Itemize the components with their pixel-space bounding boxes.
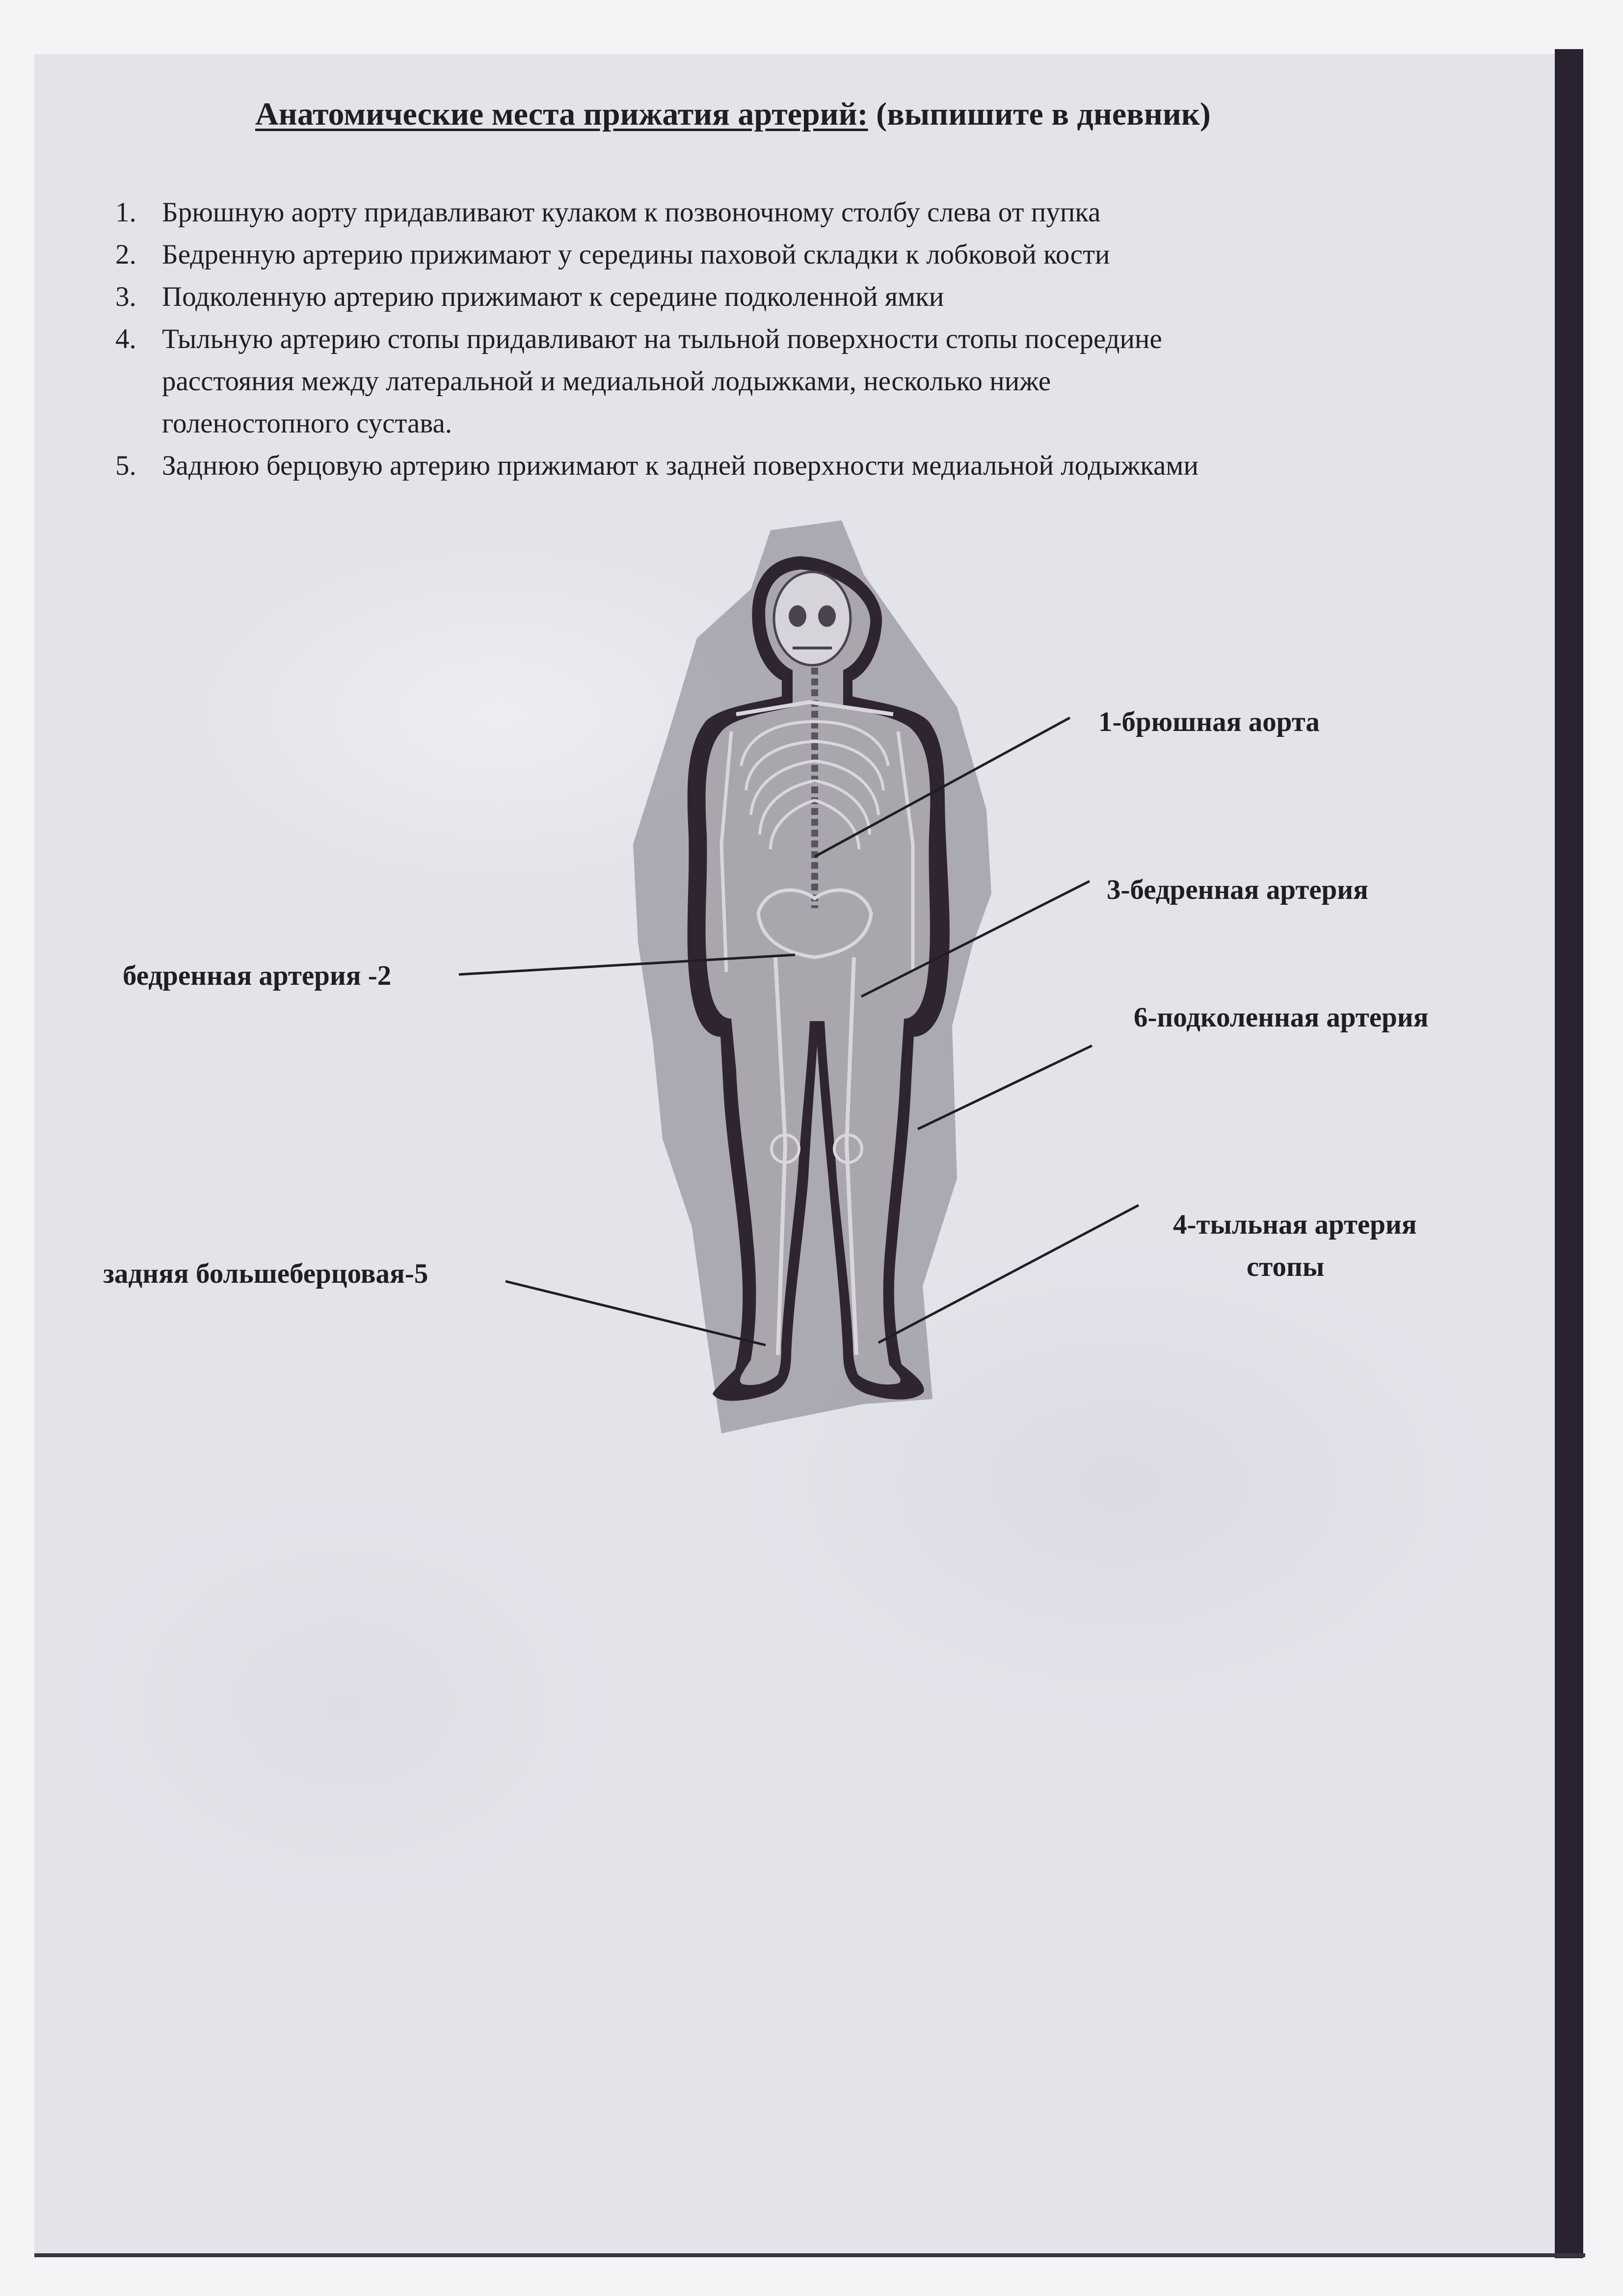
label-popliteal: 6-подколенная артерия [1134,1002,1429,1033]
label-abdominal-aorta: 1-брюшная аорта [1098,706,1320,737]
skull [774,572,851,665]
eye-socket-right [818,605,836,627]
list-item-text: Брюшную аорту придавливают кулаком к позвоночному столбу слева от пупка [162,197,1101,228]
list-item-text-cont: расстояния между латеральной и медиальной лодыжками, несколько ниже [162,366,1051,397]
list-item-number: 2. [115,239,136,270]
list-item-text: Заднюю берцовую артерию прижимают к задней поверхности медиальной лодыжками [162,450,1198,481]
list-item-number: 1. [115,197,136,228]
label-femoral-right: 3-бедренная артерия [1107,874,1369,905]
eye-socket-left [789,605,806,627]
title-underlined: Анатомические места прижатия артерий: [255,96,868,132]
list-item-number: 5. [115,450,136,481]
list-item-text: Подколенную артерию прижимают к середине подколенной ямки [162,281,944,312]
list-item-text: Тыльную артерию стопы придавливают на тыльной поверхности стопы посередине [162,324,1162,354]
list-item-number: 4. [115,324,136,354]
label-dorsal-foot: 4-тыльная артерия [1173,1209,1417,1240]
label-femoral-left: бедренная артерия -2 [123,960,392,991]
list-item-text: Бедренную артерию прижимают у середины паховой складки к лобковой кости [162,239,1110,270]
list-item-number: 3. [115,281,136,312]
list-item-text-cont: голеностопного сустава. [162,408,452,439]
label-dorsal-foot-cont: стопы [1247,1251,1325,1282]
title-rest: (выпишите в дневник) [868,96,1211,132]
label-posterior-tibial: задняя большеберцовая-5 [103,1258,428,1289]
